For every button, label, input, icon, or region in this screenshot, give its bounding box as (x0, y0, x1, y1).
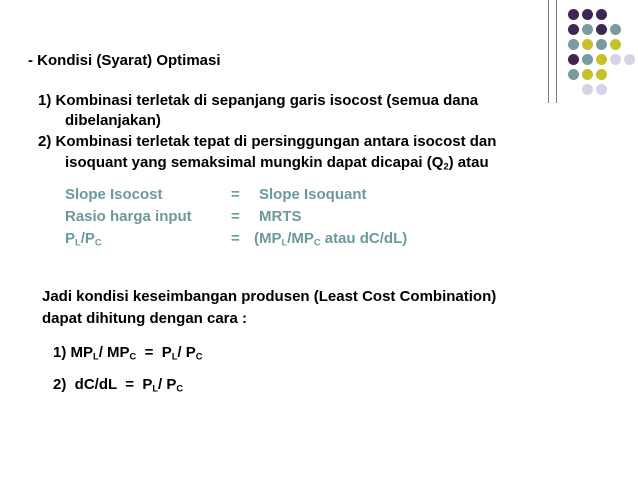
subscript: L (93, 351, 99, 362)
dot-yellow (582, 69, 593, 80)
eq-row-1-sign: = (231, 186, 240, 203)
formula-text: 2) dC/dL = P (53, 376, 153, 393)
dot-purple (582, 9, 593, 20)
dot-yellow (596, 54, 607, 65)
condition-2-line-2 (65, 154, 489, 171)
subscript: C (195, 351, 203, 362)
subscript: L (75, 237, 81, 248)
divider-vertical-right (556, 0, 557, 103)
section-title: - Kondisi (Syarat) Optimasi (28, 52, 221, 69)
eq-row-1-right: Slope Isoquant (259, 186, 367, 203)
condition-2-text: isoquant yang semaksimal mungkin dapat dicapai (Q (65, 154, 444, 171)
condition-2-line-1: 2) Kombinasi terletak tepat di persinggungan antara isocost dan (38, 133, 497, 150)
eq-row-3-left (65, 230, 102, 247)
eq-row-2-left: Rasio harga input (65, 208, 192, 225)
dot-lavender (624, 54, 635, 65)
eq-row-1-left: Slope Isocost (65, 186, 163, 203)
dot-lavender (582, 84, 593, 95)
eq-text: (MP (254, 230, 282, 247)
eq-row-2-sign: = (231, 208, 240, 225)
dot-teal (568, 39, 579, 50)
eq-text: atau dC/dL) (320, 230, 408, 247)
subscript: L (152, 383, 159, 394)
dot-yellow (610, 39, 621, 50)
subscript: C (313, 237, 321, 248)
eq-row-3-sign: = (231, 230, 240, 247)
dot-teal (596, 39, 607, 50)
dot-teal (610, 24, 621, 35)
subscript: C (176, 383, 184, 394)
dot-teal (568, 69, 579, 80)
dot-teal (582, 24, 593, 35)
formula-1 (53, 344, 202, 361)
eq-text: P (65, 230, 76, 247)
formula-text: 1) MP (53, 344, 94, 361)
dot-purple (568, 54, 579, 65)
dot-purple (568, 24, 579, 35)
eq-text: /MP (287, 230, 314, 247)
conclusion-line-2: dapat dihitung dengan cara : (42, 310, 248, 327)
condition-1-line-2: dibelanjakan) (65, 112, 161, 129)
subscript: C (129, 351, 137, 362)
dot-purple (568, 9, 579, 20)
dot-yellow (582, 39, 593, 50)
eq-row-2-right: MRTS (259, 208, 302, 225)
formula-text: / MP (98, 344, 130, 361)
dot-purple (596, 24, 607, 35)
divider-vertical-left (548, 0, 549, 103)
formula-text: / P (158, 376, 177, 393)
eq-text: /P (80, 230, 95, 247)
formula-2 (53, 376, 183, 393)
eq-row-3-right (254, 230, 407, 247)
dot-yellow (596, 69, 607, 80)
conclusion-line-1: Jadi kondisi keseimbangan produsen (Least Cost Combination) (42, 288, 497, 305)
dot-purple (596, 9, 607, 20)
formula-text: / P (177, 344, 196, 361)
condition-2-text-end: ) atau (448, 154, 489, 171)
dot-teal (582, 54, 593, 65)
dot-lavender (610, 54, 621, 65)
condition-1-line-1: 1) Kombinasi terletak di sepanjang garis isocost (semua dana (38, 92, 479, 109)
formula-text: = P (136, 344, 172, 361)
subscript: C (94, 237, 102, 248)
dot-lavender (596, 84, 607, 95)
subscript: L (171, 351, 178, 362)
subscript: L (281, 237, 288, 248)
subscript: 2 (443, 161, 449, 172)
